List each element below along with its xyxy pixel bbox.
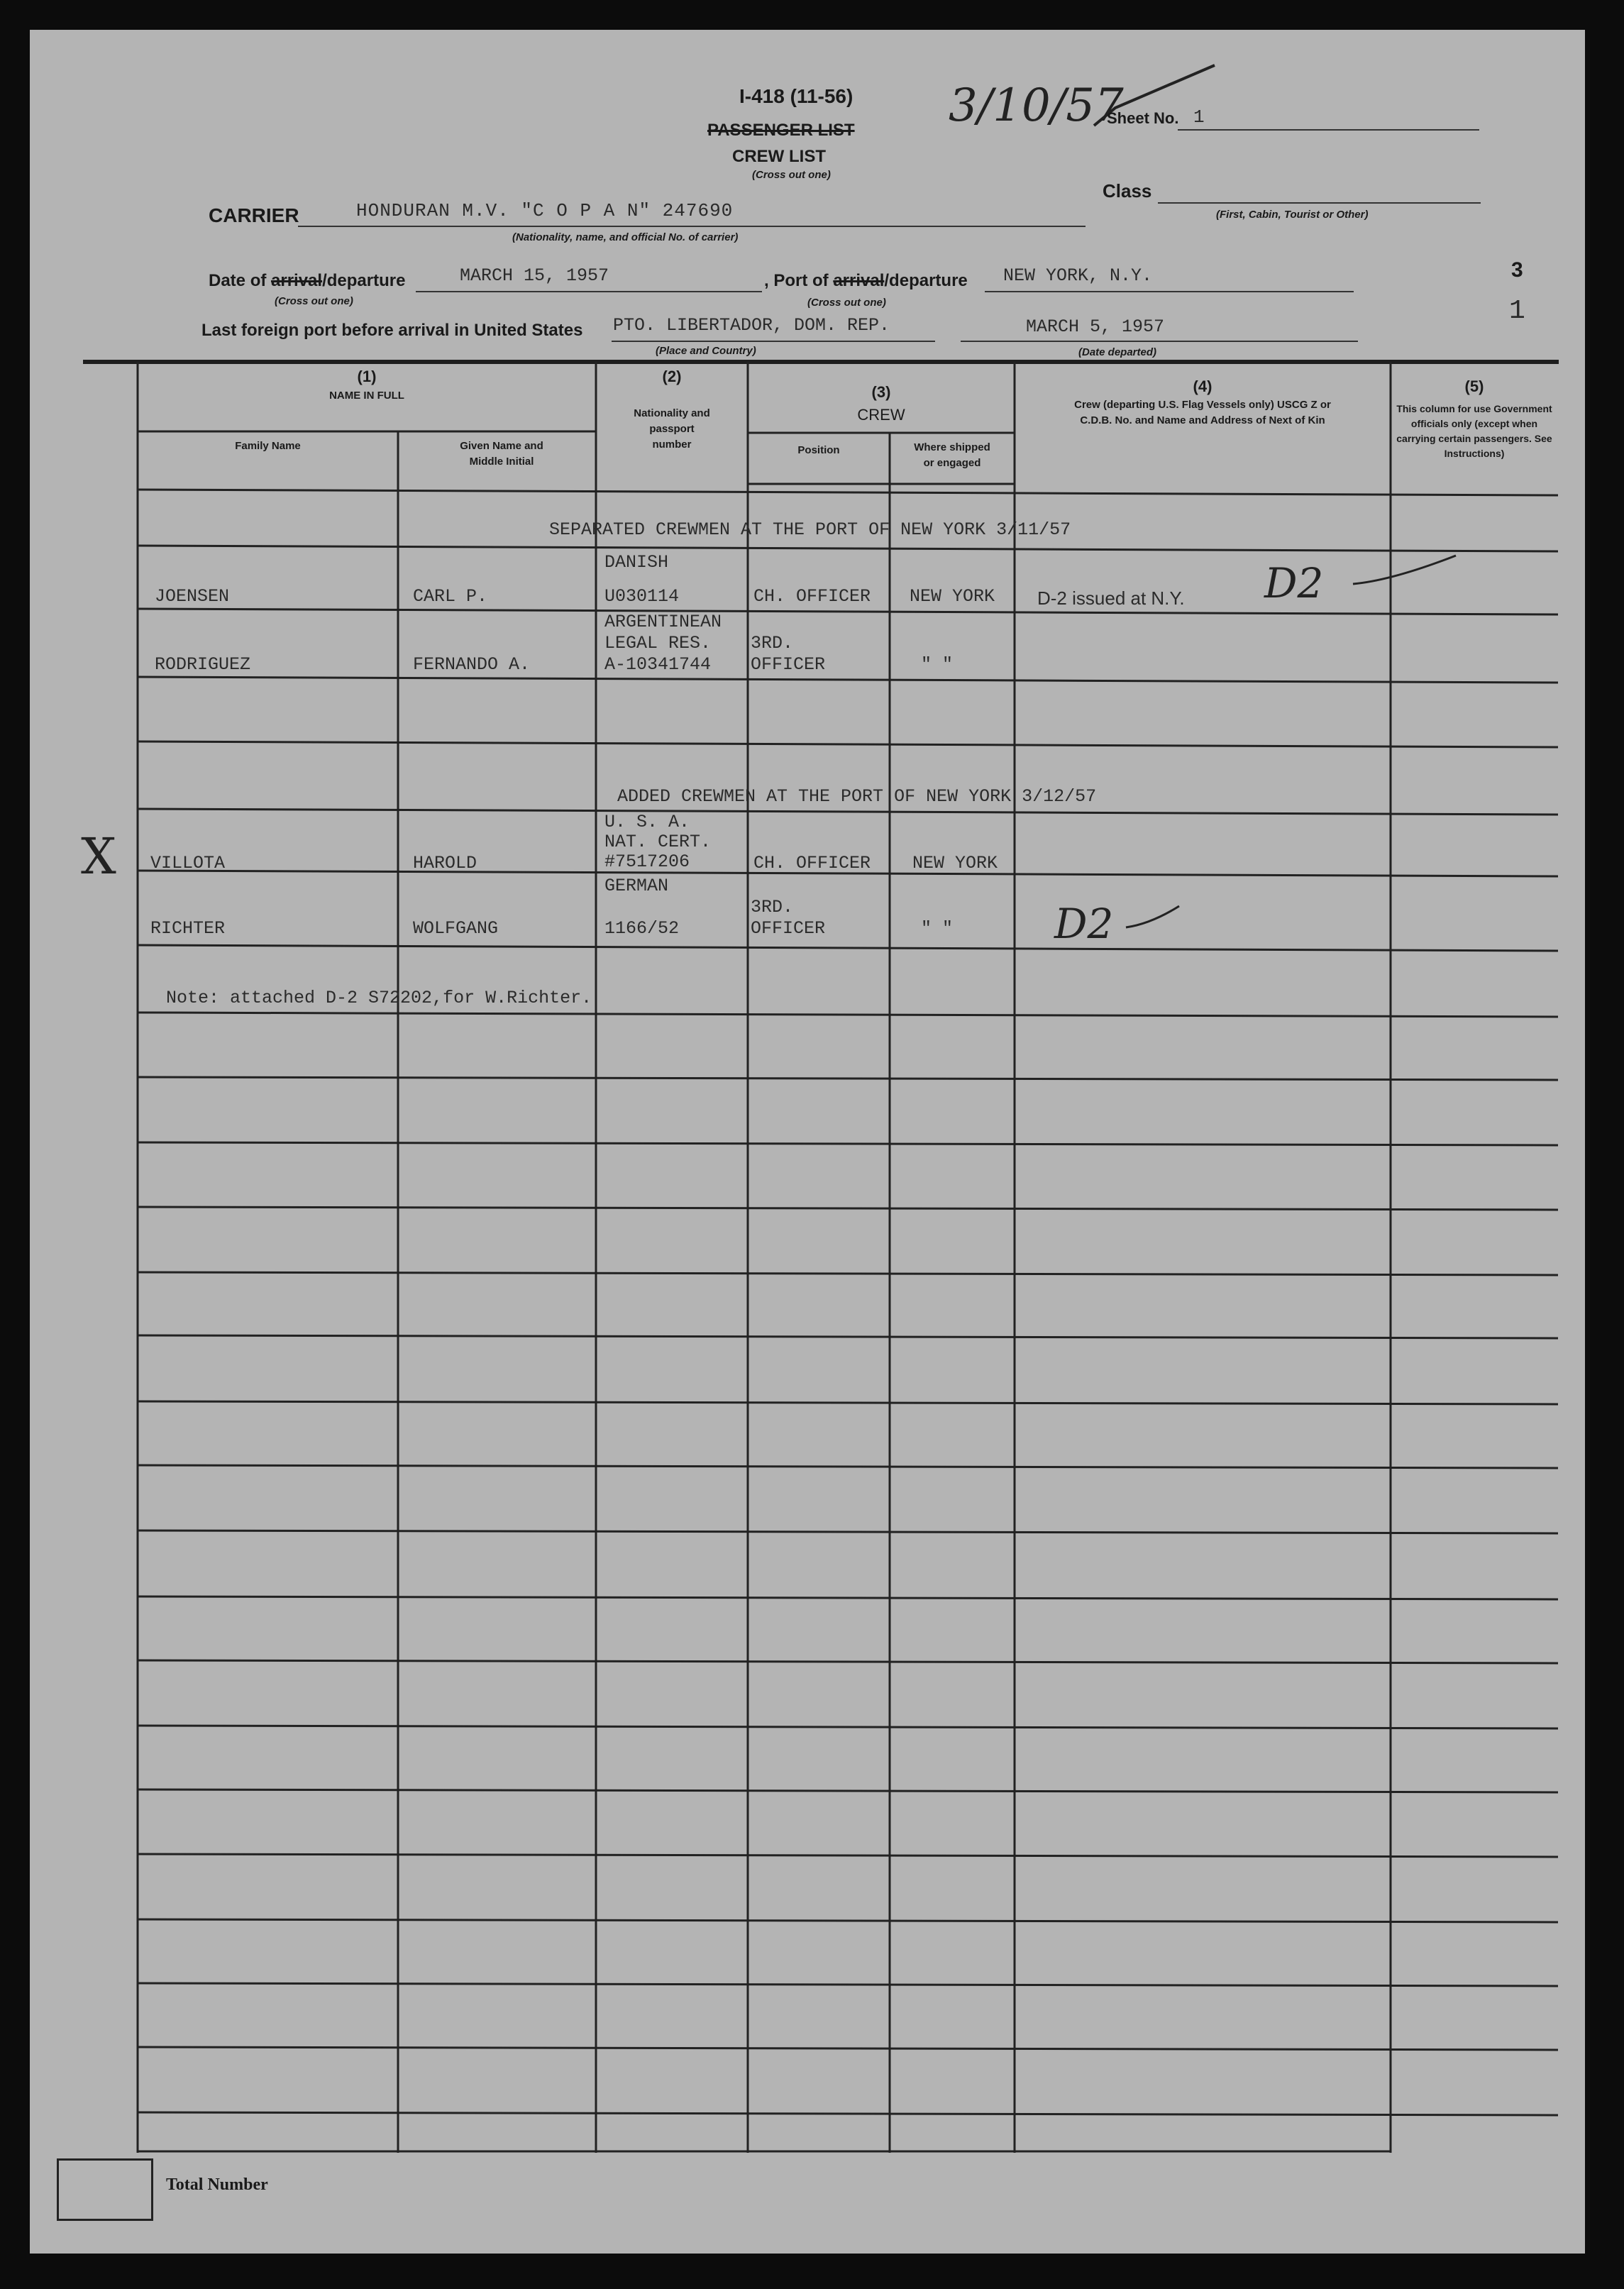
row2-pos1: 3RD. xyxy=(751,633,794,653)
row3-family: VILLOTA xyxy=(150,853,226,873)
attachment-note: Note: attached D-2 S72202,for W.Richter. xyxy=(166,988,592,1008)
col2-title: Nationality and passport number xyxy=(634,407,710,451)
class-label: Class xyxy=(1103,180,1152,202)
row1-given: CARL P. xyxy=(413,586,488,607)
title-crew-list: CREW LIST xyxy=(732,147,826,166)
port-note: (Cross out one) xyxy=(807,297,886,309)
added-heading: ADDED CREWMEN AT THE PORT OF NEW YORK 3/12/57 xyxy=(617,786,1097,807)
col1-title: NAME IN FULL xyxy=(329,390,404,402)
row2-nat2: LEGAL RES. xyxy=(604,633,712,653)
title-passenger-list: PASSENGER LIST xyxy=(707,121,855,140)
col1-number: (1) xyxy=(357,368,377,385)
col5-number: (5) xyxy=(1464,377,1484,395)
row2-family: RODRIGUEZ xyxy=(155,654,251,675)
title-note: (Cross out one) xyxy=(752,169,831,181)
row2-shipped: " " xyxy=(921,654,954,675)
row4-nat2: 1166/52 xyxy=(604,918,680,939)
table-grid xyxy=(30,30,1585,2254)
col3b-title: Where shipped or engaged xyxy=(914,441,990,469)
row4-pos1: 3RD. xyxy=(751,897,794,917)
row1-family: JOENSEN xyxy=(155,586,230,607)
sheet-label: Sheet No. xyxy=(1107,109,1179,127)
row1-nat2: U030114 xyxy=(604,586,680,607)
col4-title: Crew (departing U.S. Flag Vessels only) USCG Z or C.D.B. No. and Name and Address of Next of Kin xyxy=(1074,399,1331,426)
date-note: (Cross out one) xyxy=(275,295,353,307)
col1b-title: Given Name and Middle Initial xyxy=(460,440,543,468)
row3-position: CH. OFFICER xyxy=(753,853,871,873)
row4-nat1: GERMAN xyxy=(604,876,669,896)
row4-pos2: OFFICER xyxy=(751,918,826,939)
carrier-label: CARRIER xyxy=(209,204,299,226)
row1-flourish-icon xyxy=(1349,552,1463,595)
col3-title: CREW xyxy=(857,406,905,424)
row4-given: WOLFGANG xyxy=(413,918,499,939)
row2-nat1: ARGENTINEAN xyxy=(604,612,722,632)
carrier-value: HONDURAN M.V. "C O P A N" 247690 xyxy=(356,200,734,221)
row4-family: RICHTER xyxy=(150,918,226,939)
port-value: NEW YORK, N.Y. xyxy=(1003,265,1153,286)
row3-nat1: U. S. A. xyxy=(604,812,690,832)
row3-nat2: NAT. CERT. xyxy=(604,832,712,852)
total-number-label: Total Number xyxy=(166,2175,268,2194)
sheet-number: 1 xyxy=(1193,106,1205,128)
date-value: MARCH 15, 1957 xyxy=(460,265,609,286)
row4-flourish-icon xyxy=(1122,903,1186,938)
port-label: , Port of arrival/departure xyxy=(764,271,968,290)
col4-number: (4) xyxy=(1193,377,1213,395)
row4-shipped: " " xyxy=(921,918,954,939)
side-number-bottom: 1 xyxy=(1509,296,1525,326)
col5-title: This column for use Government officials only (except when carrying certain passengers. See Instructions) xyxy=(1396,403,1552,459)
side-number-top: 3 xyxy=(1511,258,1523,282)
col3-number: (3) xyxy=(871,383,891,401)
col2-number: (2) xyxy=(662,368,682,385)
carrier-note: (Nationality, name, and official No. of carrier) xyxy=(512,231,739,243)
last-port-value: PTO. LIBERTADOR, DOM. REP. xyxy=(613,315,890,336)
row3-shipped: NEW YORK xyxy=(912,853,998,873)
margin-x-mark: X xyxy=(81,827,116,886)
col3a-title: Position xyxy=(797,444,840,456)
row1-position: CH. OFFICER xyxy=(753,586,871,607)
row1-shipped: NEW YORK xyxy=(910,586,995,607)
last-port-date: MARCH 5, 1957 xyxy=(1026,316,1165,337)
row2-nat3: A-10341744 xyxy=(604,654,712,675)
row3-nat3: #7517206 xyxy=(604,851,690,872)
row2-given: FERNANDO A. xyxy=(413,654,531,675)
row3-given: HAROLD xyxy=(413,853,477,873)
row4-handwritten-d2: D2 xyxy=(1054,900,1114,948)
last-port-date-note: (Date departed) xyxy=(1078,346,1157,358)
row1-handwritten-d2: D2 xyxy=(1264,559,1324,607)
last-port-label: Last foreign port before arrival in United States xyxy=(201,321,583,340)
col1a-title: Family Name xyxy=(235,440,301,452)
form-number: I-418 (11-56) xyxy=(739,85,854,107)
separated-heading: SEPARATED CREWMEN AT THE PORT OF NEW YORK 3/11/57 xyxy=(549,519,1071,540)
crew-list-form xyxy=(30,30,1585,2254)
row1-kin: D-2 issued at N.Y. xyxy=(1037,588,1185,609)
row2-pos2: OFFICER xyxy=(751,654,826,675)
total-number-box xyxy=(57,2158,153,2221)
row1-nat1: DANISH xyxy=(604,552,669,573)
last-port-note: (Place and Country) xyxy=(656,345,756,357)
class-note: (First, Cabin, Tourist or Other) xyxy=(1216,209,1369,221)
handwritten-date: 3/10/57 xyxy=(949,79,1124,132)
date-label: Date of arrival/departure xyxy=(209,271,406,290)
